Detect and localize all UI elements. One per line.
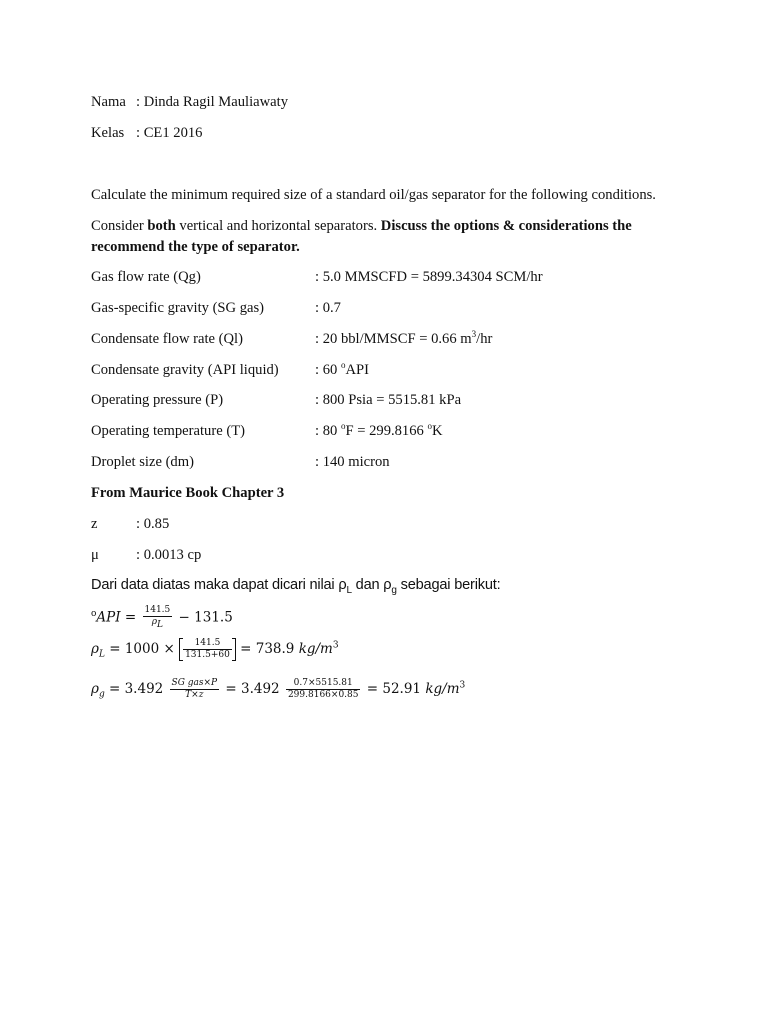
- superscript: 3: [459, 680, 466, 691]
- class-label: Kelas: [91, 125, 125, 141]
- superscript: o: [427, 421, 432, 432]
- equation-rho-g: [91, 678, 465, 701]
- z-value: : 0.85: [136, 516, 170, 532]
- name-value: : Dinda Ragil Mauliawaty: [136, 94, 288, 110]
- superscript: o: [340, 421, 346, 432]
- superscript: o: [340, 360, 346, 371]
- fraction-denominator: T×z: [185, 690, 204, 700]
- condition-label: Gas-specific gravity (SG gas): [91, 300, 265, 316]
- problem-line-2: [91, 217, 632, 235]
- condition-value: : 140 micron: [315, 454, 390, 470]
- value-text: K: [431, 423, 443, 439]
- condition-label: Droplet size (dm): [91, 454, 194, 470]
- subscript: L: [157, 619, 164, 630]
- mu-label: μ: [91, 547, 99, 563]
- eq-text: = 1000 ×: [104, 641, 180, 657]
- fraction-numerator: SG gas×P: [171, 678, 218, 688]
- name-label: Nama: [91, 94, 126, 110]
- condition-value: [315, 422, 443, 440]
- eq-text: = 738.9: [235, 641, 299, 657]
- subscript: L: [98, 649, 105, 660]
- condition-label: Condensate gravity (API liquid): [91, 362, 279, 378]
- condition-label: Operating temperature (T): [91, 423, 245, 439]
- reference-heading-text: From Maurice Book Chapter 3: [91, 485, 285, 501]
- fraction-denominator: 299.8166×0.85: [287, 690, 359, 700]
- equation-rho-l: [91, 638, 339, 661]
- fraction-denominator: [143, 617, 173, 631]
- condition-value: : 0.7: [315, 300, 341, 316]
- fraction-numerator: 141.5: [144, 605, 171, 615]
- problem-bold-text: Discuss the options & considerations the: [380, 218, 632, 234]
- fraction: [286, 678, 361, 701]
- value-text: F = 299.8166: [345, 423, 428, 439]
- eq-text: = 3.492: [104, 681, 168, 697]
- fraction-denominator: 131.5+60: [185, 650, 230, 660]
- problem-bold-text: recommend the type of separator.: [91, 239, 300, 255]
- derivation-intro: [91, 576, 500, 594]
- rho-symbol: ρ: [91, 641, 99, 657]
- value-text: : 20 bbl/MMSCF = 0.66 m: [315, 331, 472, 347]
- rho-symbol: ρ: [91, 681, 99, 697]
- rho-symbol: ρ: [383, 577, 392, 593]
- class-value: : CE1 2016: [136, 125, 203, 141]
- condition-value: : 800 Psia = 5515.81 kPa: [315, 392, 462, 408]
- rho-symbol: ρ: [151, 617, 158, 627]
- fraction: [183, 638, 232, 661]
- problem-line-3: [91, 238, 300, 256]
- reference-heading: [91, 484, 284, 502]
- condition-label: Condensate flow rate (Ql): [91, 331, 243, 347]
- value-text: /hr: [476, 331, 493, 347]
- unit-text: kg/m: [298, 641, 333, 657]
- intro-text: dan: [351, 577, 384, 593]
- bracket: [179, 638, 236, 661]
- problem-text: vertical and horizontal separators.: [175, 218, 381, 234]
- condition-value: [315, 330, 492, 348]
- superscript: o: [91, 608, 97, 619]
- value-text: : 60: [315, 362, 341, 378]
- z-label: z: [91, 516, 98, 532]
- problem-line-1: Calculate the minimum required size of a standard oil/gas separator for the following conditions.: [91, 187, 656, 203]
- problem-bold-text: both: [147, 218, 176, 234]
- condition-value: [315, 361, 369, 379]
- problem-text: Consider: [91, 218, 148, 234]
- intro-text: Dari data diatas maka dapat dicari nilai: [91, 577, 339, 593]
- eq-text: − 131.5: [174, 609, 233, 626]
- eq-lhs: API: [96, 609, 121, 626]
- value-text: : 80: [315, 423, 341, 439]
- eq-text: = 52.91: [362, 681, 426, 697]
- value-text: API: [345, 362, 369, 378]
- condition-value: : 5.0 MMSCFD = 5899.34304 SCM/hr: [315, 269, 543, 285]
- fraction-numerator: 0.7×5515.81: [286, 678, 361, 690]
- subscript: L: [346, 584, 352, 596]
- fraction: [143, 605, 173, 631]
- condition-label: Operating pressure (P): [91, 392, 224, 408]
- eq-text: =: [120, 609, 141, 626]
- subscript: g: [98, 689, 105, 700]
- subscript: g: [391, 584, 397, 596]
- fraction-numerator: 141.5: [183, 638, 232, 650]
- fraction: [170, 678, 220, 701]
- eq-text: = 3.492: [221, 681, 284, 697]
- condition-label: Gas flow rate (Qg): [91, 269, 201, 285]
- mu-value: : 0.0013 cp: [136, 547, 202, 563]
- intro-text: sebagai berikut:: [396, 577, 501, 593]
- rho-symbol: ρ: [338, 577, 347, 593]
- unit-text: kg/m: [425, 681, 460, 697]
- equation-api: [91, 605, 233, 631]
- superscript: 3: [471, 329, 477, 340]
- superscript: 3: [332, 640, 339, 651]
